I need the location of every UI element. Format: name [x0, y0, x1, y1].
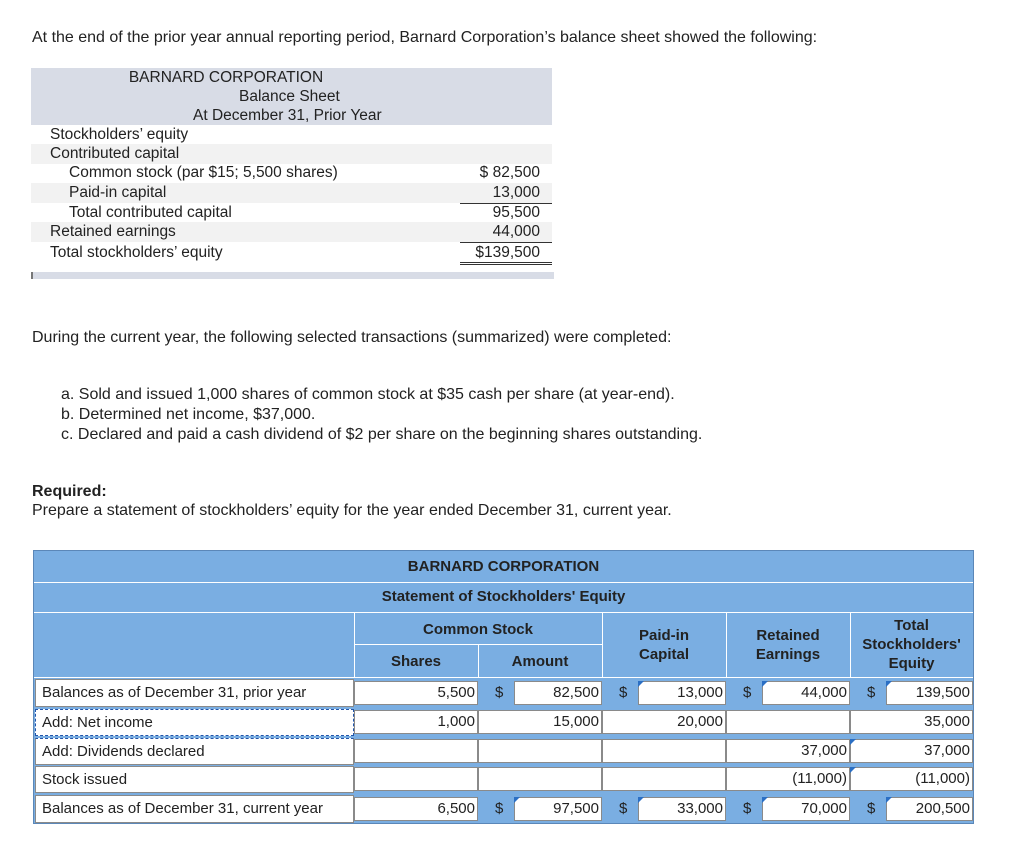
amount-input[interactable]: 97,500	[514, 797, 602, 821]
bs-row-value: 44,000	[492, 223, 540, 240]
shares-input[interactable]	[354, 767, 478, 791]
marker-icon	[762, 681, 768, 687]
bs-date: At December 31, Prior Year	[193, 107, 382, 124]
retained-input[interactable]: 37,000	[726, 739, 850, 763]
bs-footer-bar	[31, 272, 554, 279]
row-label-dropdown[interactable]: Stock issued	[35, 766, 354, 793]
transaction-item: a. Sold and issued 1,000 shares of common stock at $35 cash per share (at year-end).	[61, 386, 675, 403]
bs-title: Balance Sheet	[239, 88, 340, 105]
paid-in-input[interactable]: 20,000	[602, 710, 726, 734]
bs-underline	[460, 203, 552, 204]
marker-icon	[762, 797, 768, 803]
bs-row-label: Common stock (par $15; 5,500 shares)	[69, 164, 338, 181]
row-divider	[34, 612, 973, 613]
amount-input[interactable]: 82,500	[514, 681, 602, 705]
total-input[interactable]: (11,000)	[850, 767, 973, 791]
balance-sheet-header	[31, 68, 552, 125]
paid-in-input[interactable]	[602, 767, 726, 791]
shares-input[interactable]	[354, 739, 478, 763]
currency-symbol: $	[867, 684, 876, 701]
bs-row-label: Retained earnings	[50, 223, 176, 240]
bs-company: BARNARD CORPORATION	[128, 69, 324, 86]
col-divider	[602, 612, 603, 677]
header-total: Equity	[888, 655, 935, 672]
marker-icon	[886, 681, 892, 687]
bs-double-underline	[460, 262, 552, 263]
header-common-stock: Common Stock	[422, 621, 533, 638]
row-label-dropdown[interactable]: Balances as of December 31, prior year	[35, 679, 354, 707]
paid-in-input[interactable]: 33,000	[638, 797, 726, 821]
currency-symbol: $	[867, 800, 876, 817]
bs-row-label: Total stockholders’ equity	[50, 244, 223, 261]
paid-in-input[interactable]: 13,000	[638, 681, 726, 705]
shares-input[interactable]: 5,500	[354, 681, 478, 705]
shares-input[interactable]: 1,000	[354, 710, 478, 734]
bs-row-label: Total contributed capital	[69, 204, 232, 221]
statement-company: BARNARD CORPORATION	[407, 558, 600, 575]
marker-icon	[850, 767, 856, 773]
bs-section: Stockholders’ equity	[50, 126, 189, 143]
amount-input[interactable]: 15,000	[478, 710, 602, 734]
bs-row-label: Paid-in capital	[69, 184, 167, 201]
marker-icon	[638, 681, 644, 687]
currency-symbol: $	[743, 684, 752, 701]
header-paid-in: Capital	[638, 646, 689, 663]
bs-row-value: 13,000	[492, 184, 540, 201]
transactions-intro: During the current year, the following selected transactions (summarized) were completed:	[32, 329, 672, 346]
bs-underline	[460, 242, 552, 243]
transaction-item: c. Declared and paid a cash dividend of $2 per share on the beginning shares outstanding.	[61, 426, 703, 443]
currency-symbol: $	[619, 800, 628, 817]
row-label-dropdown[interactable]: Add: Dividends declared	[35, 738, 354, 765]
bs-row-value: 95,500	[492, 204, 540, 221]
currency-symbol: $	[495, 800, 504, 817]
bs-row-value: $ 82,500	[479, 164, 540, 181]
row-label-dropdown[interactable]: Balances as of December 31, current year	[35, 795, 354, 823]
row-divider	[34, 582, 973, 583]
bs-double-underline	[460, 264, 552, 265]
bs-subsection: Contributed capital	[50, 145, 180, 162]
currency-symbol: $	[495, 684, 504, 701]
marker-icon	[850, 739, 856, 745]
header-retained: Retained	[756, 627, 820, 644]
row-label-dropdown[interactable]: Add: Net income	[35, 709, 354, 736]
retained-input[interactable]: 44,000	[762, 681, 850, 705]
shares-input[interactable]: 6,500	[354, 797, 478, 821]
paid-in-input[interactable]	[602, 739, 726, 763]
retained-input[interactable]: 70,000	[762, 797, 850, 821]
required-text: Prepare a statement of stockholders’ equity for the year ended December 31, current year.	[32, 502, 672, 519]
currency-symbol: $	[743, 800, 752, 817]
total-input[interactable]: 35,000	[850, 710, 973, 734]
col-divider	[726, 612, 727, 677]
total-input[interactable]: 200,500	[886, 797, 973, 821]
required-heading: Required:	[32, 483, 107, 500]
amount-input[interactable]	[478, 739, 602, 763]
header-amount: Amount	[511, 653, 569, 670]
retained-input[interactable]	[726, 710, 850, 734]
statement-title: Statement of Stockholders' Equity	[381, 588, 626, 605]
marker-icon	[638, 797, 644, 803]
header-paid-in: Paid-in	[638, 627, 689, 644]
amount-input[interactable]	[478, 767, 602, 791]
marker-icon	[886, 797, 892, 803]
total-input[interactable]: 139,500	[886, 681, 973, 705]
currency-symbol: $	[619, 684, 628, 701]
bs-row-value: $139,500	[475, 244, 540, 261]
intro-text: At the end of the prior year annual reporting period, Barnard Corporation’s balance sheet showed the following:	[32, 29, 818, 46]
row-divider	[34, 677, 973, 678]
marker-icon	[514, 797, 520, 803]
header-total: Total	[894, 617, 929, 634]
retained-input[interactable]: (11,000)	[726, 767, 850, 791]
header-total: Stockholders'	[862, 636, 961, 653]
header-retained: Earnings	[755, 646, 821, 663]
transaction-item: b. Determined net income, $37,000.	[61, 406, 316, 423]
header-shares: Shares	[390, 653, 442, 670]
total-input[interactable]: 37,000	[850, 739, 973, 763]
equity-statement	[33, 550, 974, 824]
